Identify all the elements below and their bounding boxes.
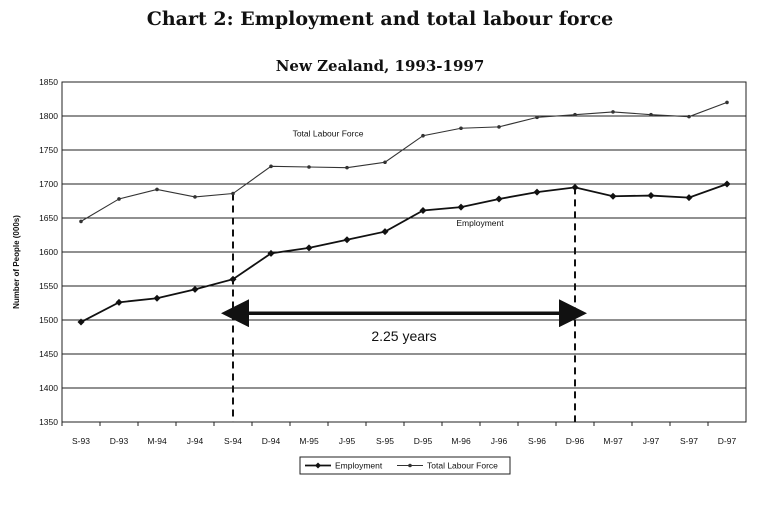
x-tick-label: S-95: [376, 436, 394, 446]
data-point: [154, 295, 161, 302]
data-point: [192, 286, 199, 293]
y-tick-label: 1350: [39, 417, 58, 427]
interval-label: 2.25 years: [371, 328, 437, 345]
x-tick-label: S-94: [224, 436, 242, 446]
data-point: [116, 299, 123, 306]
x-tick-label: D-93: [109, 436, 129, 446]
series-total-labour-force: [79, 101, 729, 224]
x-tick-label: D-95: [413, 436, 433, 446]
data-point: [231, 192, 235, 196]
employment-label: Employment: [456, 218, 504, 229]
legend-label: Total Labour Force: [427, 460, 498, 471]
x-tick-label: M-96: [451, 436, 471, 446]
chart-subtitle: New Zealand, 1993-1997: [275, 57, 485, 75]
data-point: [724, 181, 731, 188]
x-tick-label: S-97: [680, 436, 698, 446]
data-point: [497, 125, 501, 129]
interval-annotation: [233, 187, 575, 422]
data-point: [496, 195, 503, 202]
series-line: [81, 184, 727, 322]
data-point: [307, 165, 311, 169]
legend: [300, 457, 510, 474]
x-tick-label: J-96: [490, 436, 508, 446]
x-axis: [62, 422, 736, 446]
x-tick-label: S-96: [528, 436, 546, 446]
y-axis-label: Number of People (000s): [12, 215, 21, 309]
data-point: [572, 184, 579, 191]
y-tick-label: 1400: [39, 383, 58, 393]
x-tick-label: J-95: [338, 436, 356, 446]
data-point: [687, 115, 691, 119]
x-tick-label: J-97: [642, 436, 660, 446]
data-point: [193, 195, 197, 199]
y-axis: [39, 77, 58, 427]
legend-marker: [408, 464, 412, 468]
x-tick-label: D-97: [717, 436, 737, 446]
gridlines: [62, 116, 746, 388]
data-point: [686, 194, 693, 201]
x-tick-label: J-94: [186, 436, 204, 446]
x-tick-label: S-93: [72, 436, 90, 446]
data-point: [535, 116, 539, 120]
y-tick-label: 1650: [39, 213, 58, 223]
legend-label: Employment: [335, 460, 383, 471]
series-employment: [78, 181, 731, 326]
data-point: [725, 101, 729, 105]
data-point: [383, 160, 387, 164]
y-tick-label: 1800: [39, 111, 58, 121]
x-tick-label: D-96: [565, 436, 585, 446]
legend-marker: [315, 463, 321, 469]
series-layer: [78, 101, 731, 326]
y-tick-label: 1700: [39, 179, 58, 189]
chart-title: Chart 2: Employment and total labour force: [146, 8, 614, 30]
y-tick-label: 1600: [39, 247, 58, 257]
data-point: [117, 197, 121, 201]
data-point: [458, 204, 465, 211]
data-point: [306, 244, 313, 251]
x-tick-label: M-94: [147, 436, 167, 446]
data-point: [648, 192, 655, 199]
data-point: [420, 207, 427, 214]
series-line: [81, 102, 727, 221]
data-point: [459, 126, 463, 130]
data-point: [573, 113, 577, 117]
data-point: [610, 193, 617, 200]
data-point: [421, 134, 425, 138]
x-tick-label: D-94: [261, 436, 281, 446]
y-tick-label: 1550: [39, 281, 58, 291]
labour-force-label: Total Labour Force: [292, 128, 364, 139]
data-point: [344, 236, 351, 243]
y-tick-label: 1850: [39, 77, 58, 87]
y-tick-label: 1500: [39, 315, 58, 325]
x-tick-label: M-95: [299, 436, 319, 446]
y-tick-label: 1750: [39, 145, 58, 155]
y-tick-label: 1450: [39, 349, 58, 359]
data-point: [79, 220, 83, 224]
data-point: [611, 110, 615, 114]
data-point: [534, 189, 541, 196]
data-point: [155, 188, 159, 192]
data-point: [345, 166, 349, 170]
x-tick-label: M-97: [603, 436, 623, 446]
data-point: [382, 228, 389, 235]
data-point: [269, 165, 273, 169]
data-point: [649, 113, 653, 117]
